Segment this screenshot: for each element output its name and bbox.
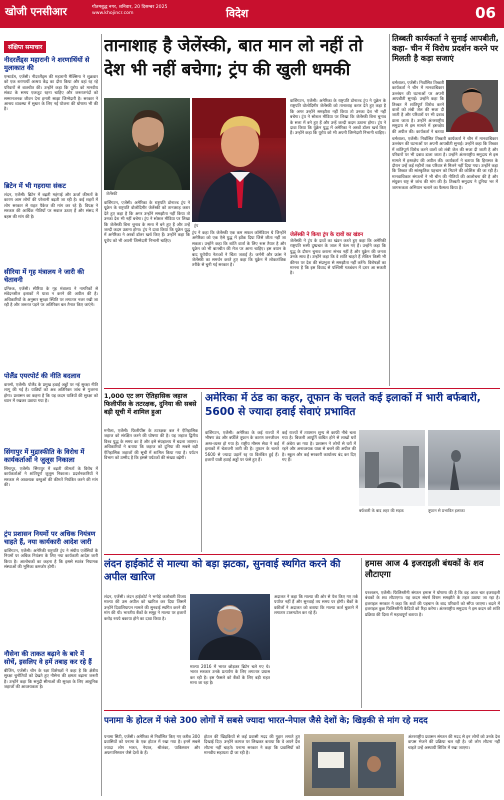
tibet-activist-photo [446, 80, 498, 132]
brief-title: नौसेना की ताकत बढ़ाने के बारे में सोचें, इसलिए वे हमें तबाह कर रहे हैं [4, 650, 92, 666]
section-divider [104, 388, 500, 389]
mallya-photo [190, 594, 270, 660]
hamas-headline: हमास आज 4 इजराइली बंधकों के शव लौटाएगा [365, 558, 484, 579]
panama-headline: पनामा के होटल में फंसे 300 लोगों में सबसे ज्यादा भारत-नेपाल जैसे देशों के; खिड़की से मांग रहे मदद [104, 716, 428, 726]
page-header [0, 0, 504, 28]
section-divider [104, 710, 500, 711]
sidebar-heading: संक्षिप्त समाचार [4, 41, 46, 53]
panama-body-col1: पनामा सिटी, एजेंसी। अमेरिका से निर्वासित किए गए करीब 300 प्रवासियों को पनामा के एक होटल में रखा गया है। इनमें सबसे ज्यादा लोग भारत, नेपाल, श्रीलंका, पाकिस्तान और अफगानिस्तान जैसे देशों के हैं। [104, 734, 200, 756]
panama-body-col3: अंतरराष्ट्रीय प्रवासन संगठन की मदद से इन लोगों को उनके देश वापस भेजने की प्रक्रिया चल रही है। जो लोग लौटना नहीं चाहते उन्हें अस्थायी शिविर में रखा जाएगा। [408, 734, 500, 750]
panama-hotel-photo [304, 734, 404, 796]
ship-headline: 1,000 एट लग ऐतिहासिक जहाज फिलीपींस के तटरक्षक, दुनिया की सबसे बड़ी सूची में शामिल हुआ [104, 392, 197, 416]
brief-body: बीजिंग, एजेंसी। चीन के रक्षा विशेषज्ञों ने कहा है कि क्षेत्रीय सुरक्षा चुनौतियों को देखते हुए नौसेना की क्षमता बढ़ाना जरूरी है। उन्होंने कहा कि समुद्री सीमाओं की सुरक्षा के लिए आधुनिक जहाजों की आवश्यकता है। [4, 668, 98, 690]
snow-body-col2: कई राज्यों में तापमान शून्य से काफी नीचे चला गया है। बिजली आपूर्ति बाधित होने से लाखों घरों में अंधेरा छा गया है। प्रशासन ने लोगों से घरों में रहने और अनावश्यक यात्रा से बचने की अपील की है। स्कूल और कई सरकारी कार्यालय बंद कर दिए गए हैं। [282, 430, 356, 463]
lead-headline: तानाशाह है जेलेंस्की, बात मान लो नहीं तो देश भी नहीं बचेगा; ट्रंप की खुली धमकी [104, 36, 363, 80]
photo-caption: बर्फबारी के बाद शहर की सड़क [359, 508, 404, 513]
portrait-illustration [446, 80, 498, 132]
brief-body: वाशिंगटन, एजेंसी। अमेरिकी राष्ट्रपति ट्रंप ने संघीय एजेंसियों के नियमों पर अधिक नियंत्रण के लिए नया कार्यकारी आदेश जारी किया है। आलोचकों का कहना है कि इससे स्वतंत्र नियामक संस्थाओं की भूमिका कमजोर होगी। [4, 548, 98, 570]
photo-caption: तूफान से प्रभावित इलाका [428, 508, 465, 513]
brief-title: ब्रिटेन में भी गहराया संकट [4, 182, 66, 190]
brief-item [4, 56, 98, 176]
photo-caption: ट्रंप [194, 223, 199, 228]
photo-caption: जेलेंस्की [106, 191, 118, 196]
brief-body: सिंगापुर, एजेंसी। सिंगापुर में बढ़ती कीमतों के विरोध में कार्यकर्ताओं ने शांतिपूर्ण जुलूस निकाला। प्रदर्शनकारियों ने सरकार से आवश्यक वस्तुओं की कीमतें नियंत्रित करने की मांग की। [4, 466, 98, 488]
brief-title: नीदरलैंड्स महारानी ने शरणार्थियों से मुलाकात की [4, 56, 90, 72]
tibet-body-top: धर्मशाला, एजेंसी। निर्वासित तिब्बती कार्यकर्ता ने चीन में मानवाधिकार उल्लंघन की घटनाओं पर अपनी आपबीती सुनाई। उन्होंने कहा कि तिब्बत में शांतिपूर्ण विरोध करने वालों को लंबी जेल की सजा दी जाती है और परिवारों पर भी दबाव डाला जाता है। उन्होंने अंतरराष्ट्रीय समुदाय से इस मामले में हस्तक्षेप की अपील की। कार्यकर्ता ने बताया [392, 80, 444, 134]
portrait-illustration [190, 594, 270, 660]
panama-body-col2: होटल की खिड़कियों से कई प्रवासी मदद की गुहार लगाते हुए दिखाई दिए। उन्होंने कागज पर लिखकर बताया कि वे अपने देश लौटना नहीं चाहते। पनामा सरकार ने कहा कि प्रवासियों को मानवीय सहायता दी जा रही है। [204, 734, 300, 756]
brief-body: दमिश्क, एजेंसी। सीरिया के गृह मंत्रालय ने नागरिकों से संवेदनशील इलाकों में यात्रा न करने की अपील की है। अधिकारियों के अनुसार सुरक्षा स्थिति पर लगातार नजर रखी जा रही है और जरूरत पड़ने पर अतिरिक्त बल तैनात किए जाएंगे। [4, 286, 98, 308]
portrait-illustration [104, 98, 190, 190]
brief-item [4, 530, 98, 644]
brief-title: ट्रंप प्रशासन नियमों पर अधिक नियंत्रण चाहते हैं, नया कार्यकारी आदेश जारी [4, 530, 96, 546]
section-title: विदेश [226, 7, 249, 20]
brief-body: एम्स्टर्डम, एजेंसी। नीदरलैंड्स की महारानी मैक्सिमा ने शुक्रवार को एक शरणार्थी आश्रय केंद्र का दौरा किया और वहां रह रहे परिवारों से बातचीत की। उन्होंने कहा कि यूरोप को मानवीय संकट के समय एकजुट रहना चाहिए और जरूरतमंदों को सम्मानजनक जीवन देना हमारी साझा जिम्मेदारी है। सरकार ने आश्रय व्यवस्था में सुधार के लिए नई योजना की घोषणा भी की है। [4, 74, 98, 112]
section-divider [104, 554, 500, 555]
portrait-illustration [192, 98, 286, 222]
brief-title: सीरिया में गृह मंत्रालय ने जारी की चेतावनी [4, 268, 85, 284]
snow-story [205, 392, 500, 426]
brief-item [4, 650, 98, 778]
column-rule [361, 558, 362, 708]
mallya-body-col2: माल्या 2016 में भारत छोड़कर ब्रिटेन चले गए थे। भारत सरकार उनके प्रत्यर्पण के लिए लगातार प्रयास कर रही है। इस फैसले को बैंकों के लिए बड़ी राहत माना जा रहा है। [190, 664, 270, 686]
brief-item [4, 268, 98, 366]
column-rule [389, 34, 390, 386]
brief-body: लंदन, एजेंसी। ब्रिटेन में बढ़ती महंगाई और ऊर्जा कीमतों के कारण आम लोगों की परेशानी बढ़ती जा रही है। कई शहरों में लोग सरकार से राहत पैकेज की मांग कर रहे हैं। विपक्ष ने सरकार की आर्थिक नीतियों पर सवाल उठाए हैं और संसद में बहस की मांग की है। [4, 192, 98, 219]
edition-meta [92, 5, 212, 17]
lead-body-col3-top: वाशिंगटन, एजेंसी। अमेरिका के राष्ट्रपति डोनाल्ड ट्रंप ने यूक्रेन के राष्ट्रपति वोलोदिमीर जेलेंस्की को तानाशाह करार देते हुए कहा है कि अगर उन्होंने समझौता नहीं किया तो उनका देश भी नहीं बचेगा। ट्रंप ने सोशल मीडिया पर लिखा कि जेलेंस्की बिना चुनाव के सत्ता में बने हुए हैं और उन्हें जल्दी कदम उठाना होगा। ट्रंप ने दावा किया कि यूक्रेन युद्ध में अमेरिका ने अरबों डॉलर खर्च किए हैं। उन्होंने कहा कि यूरोप को भी अपनी जिम्मेदारी निभानी चाहिए। [290, 98, 386, 136]
tibet-story [392, 34, 500, 64]
brief-title: पोलैंड एयरपोर्ट की नीति बदलाव [4, 372, 81, 380]
masthead-logo: खोजी एनसीआर [5, 6, 67, 18]
brief-item [4, 372, 98, 442]
tibet-headline: तिब्बती कार्यकर्ता ने सुनाई आपबीती, कहा- चीन में विरोध प्रदर्शन करने पर मिलती है कड़ा सजाएं [392, 34, 499, 63]
hamas-story [365, 558, 500, 588]
edition-date: गौतमबुद्ध नगर, शनिवार, 20 दिसम्बर 2025 [92, 5, 168, 10]
snow-headline: अमेरिका में ठंड का कहर, तूफान के चलते कई इलाकों में भारी बर्फबारी, 5600 से ज्यादा हवाई सेवाएं प्रभावित [205, 392, 481, 418]
brief-body: वारसॉ, एजेंसी। पोलैंड के प्रमुख हवाई अड्डों पर नई सुरक्षा नीति लागू की गई है। यात्रियों को अब अतिरिक्त जांच से गुजरना होगा। प्रशासन का कहना है कि यह कदम यात्रियों की सुरक्षा को ध्यान में रखकर उठाया गया है। [4, 382, 98, 404]
lead-subhead: जेलेंस्की ने किया ट्रंप के दावों का खंडन [290, 232, 364, 238]
snow-scene-illustration [359, 430, 425, 506]
column-rule [201, 392, 202, 552]
brief-item [4, 182, 98, 262]
ship-body: मनीला, एजेंसी। फिलीपींस के तटरक्षक बल ने ऐतिहासिक जहाज को संरक्षित करने की घोषणा की है। यह जहाज द्वितीय विश्व युद्ध के समय का है और इसे संग्रहालय में बदला जाएगा। अधिकारियों ने बताया कि जहाज को दुनिया की सबसे बड़ी ऐतिहासिक जहाजों की सूची में शामिल किया गया है। पर्यटन विभाग को उम्मीद है कि इससे पर्यटकों की संख्या बढ़ेगी। [104, 428, 198, 461]
mallya-headline: लंदन हाईकोर्ट से माल्या को बड़ा झटका, सुनवाई स्थगित करने की अपील खारिज [104, 559, 341, 583]
news-brief-sidebar [4, 34, 98, 796]
snow-photo-2 [428, 430, 500, 506]
snow-photo-1 [359, 430, 425, 506]
lead-body-col3: जेलेंस्की ने ट्रंप के दावों का खंडन करते हुए कहा कि अमेरिकी राष्ट्रपति रूसी दुष्प्रचार के जाल में फंस गए हैं। उन्होंने कहा कि युद्ध के दौरान चुनाव कराना संभव नहीं है और यूक्रेन की जनता उनके साथ है। उन्होंने कहा कि वे शांति चाहते हैं लेकिन किसी भी कीमत पर देश की संप्रभुता से समझौता नहीं करेंगे। विशेषज्ञों का मानना है कि इस विवाद से पश्चिमी गठबंधन में दरार आ सकती है। [290, 238, 386, 276]
zelensky-photo [104, 98, 190, 190]
lead-body-col2: ट्रंप ने कहा कि जेलेंस्की एक कम सफल कॉमेडियन थे जिन्होंने अमेरिका को एक ऐसे युद्ध में झोंक दिया जिसे जीता नहीं जा सकता। उन्होंने कहा कि शांति वार्ता के लिए रूस तैयार है और यूक्रेन को भी बातचीत की मेज पर आना चाहिए। इस बयान के बाद यूरोपीय नेताओं ने चिंता जताई है। जर्मनी और फ्रांस ने जेलेंस्की का समर्थन करते हुए कहा कि यूक्रेन में लोकतांत्रिक तरीके से चुनी गई सरकार है। [192, 230, 286, 268]
column-rule [101, 34, 102, 796]
mallya-story [104, 558, 358, 590]
brief-title: सिंगापुर में मुद्रास्फीति के विरोध में कार्यकर्ताओं ने जुलूस निकाला [4, 448, 85, 464]
mallya-body-col3: अदालत ने कहा कि माल्या की ओर से पेश किए गए तर्क पर्याप्त नहीं हैं और सुनवाई तय समय पर होगी। बैंकों के वकीलों ने अदालत को बताया कि माल्या कर्ज चुकाने में लगातार टालमटोल कर रहे हैं। [274, 594, 358, 616]
panama-story [104, 714, 500, 730]
snow-body-col1: वाशिंगटन, एजेंसी। अमेरिका के कई राज्यों में भीषण ठंड और बर्फीले तूफान के कारण जनजीवन अस्त-व्यस्त हो गया है। राष्ट्रीय मौसम सेवा ने कई इलाकों में चेतावनी जारी की है। तूफान के चलते 5600 से ज्यादा उड़ानें रद्द या विलंबित हुई हैं। हजारों यात्री हवाई अड्डों पर फंसे हुए हैं। [205, 430, 279, 463]
snow-scene-illustration [428, 430, 500, 506]
hamas-body: यरुशलम, एजेंसी। फिलिस्तीनी संगठन हमास ने घोषणा की है कि वह आज चार इजराइली बंधकों के शव लौटाएगा। यह कदम संघर्ष विराम समझौते के तहत उठाया जा रहा है। इजराइल सरकार ने कहा कि शवों की पहचान के बाद परिवारों को सौंपा जाएगा। बदले में इजराइल कुछ फिलिस्तीनी कैदियों को रिहा करेगा। अंतरराष्ट्रीय समुदाय ने इस कदम को शांति प्रक्रिया की दिशा में महत्वपूर्ण बताया है। [365, 590, 500, 617]
lead-body-col1: वाशिंगटन, एजेंसी। अमेरिका के राष्ट्रपति डोनाल्ड ट्रंप ने यूक्रेन के राष्ट्रपति वोलोदिमीर जेलेंस्की को तानाशाह करार देते हुए कहा है कि अगर उन्होंने समझौता नहीं किया तो उनका देश भी नहीं बचेगा। ट्रंप ने सोशल मीडिया पर लिखा कि जेलेंस्की बिना चुनाव के सत्ता में बने हुए हैं और उन्हें जल्दी कदम उठाना होगा। ट्रंप ने दावा किया कि यूक्रेन युद्ध में अमेरिका ने अरबों डॉलर खर्च किए हैं। उन्होंने कहा कि यूरोप को भी अपनी जिम्मेदारी निभानी चाहिए। [104, 200, 190, 243]
mallya-body-col1: लंदन, एजेंसी। लंदन हाईकोर्ट ने भगोड़े कारोबारी विजय माल्या की उस अपील को खारिज कर दिया जिसमें उन्होंने दिवालियापन मामले की सुनवाई स्थगित करने की मांग की थी। भारतीय बैंकों के समूह ने माल्या पर हजारों करोड़ रुपये बकाया होने का दावा किया है। [104, 594, 186, 621]
hotel-window-illustration [304, 734, 404, 796]
brief-item [4, 448, 98, 524]
edition-web: www.khojincr.com [92, 11, 134, 16]
tibet-body: धर्मशाला, एजेंसी। निर्वासित तिब्बती कार्यकर्ता ने चीन में मानवाधिकार उल्लंघन की घटनाओं पर अपनी आपबीती सुनाई। उन्होंने कहा कि तिब्बत में शांतिपूर्ण विरोध करने वालों को लंबी जेल की सजा दी जाती है और परिवारों पर भी दबाव डाला जाता है। उन्होंने अंतरराष्ट्रीय समुदाय से इस मामले में हस्तक्षेप की अपील की। कार्यकर्ता ने बताया कि हिरासत के दौरान उन्हें कई महीनों तक परिवार से मिलने नहीं दिया गया। उन्होंने कहा कि तिब्बत की सांस्कृतिक पहचान को मिटाने की कोशिश की जा रही है। मानवाधिकार संगठनों ने भी चीन की नीतियों की आलोचना की है और संयुक्त राष्ट्र से जांच की मांग की है। तिब्बती समुदाय ने दुनिया भर में जागरूकता अभियान चलाने का फैसला किया है। [392, 136, 498, 190]
trump-photo [192, 98, 286, 222]
page-number: 06 [475, 4, 496, 22]
lead-body-col3-wrap [290, 230, 386, 384]
